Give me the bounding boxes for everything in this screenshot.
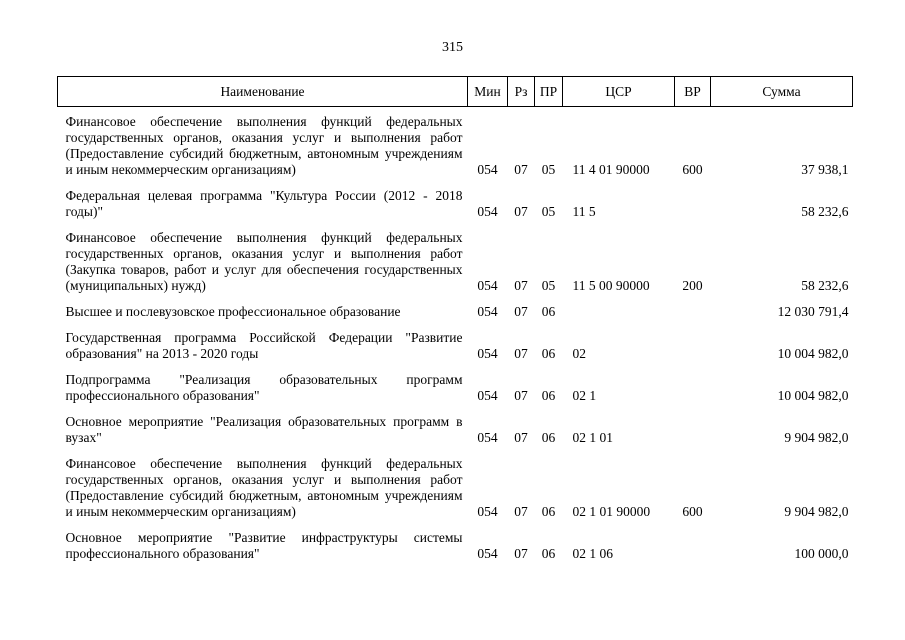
row-rz: 07 [514,430,528,445]
row-pr: 05 [541,278,556,293]
header-rz: Рз [508,77,535,107]
row-csr: 02 1 01 90000 [572,504,651,519]
row-vr [675,188,711,230]
row-pr: 05 [541,162,556,177]
row-vr [675,372,711,414]
table-row [58,530,853,572]
row-sum: 37 938,1 [801,162,849,177]
row-csr: 02 1 [572,388,597,403]
row-rz: 07 [514,546,528,561]
row-pr: 06 [541,346,556,361]
table-row [58,372,853,414]
row-min: 054 [477,162,498,177]
header-pr: ПР [535,77,563,107]
row-csr: 11 5 00 90000 [572,278,650,293]
row-vr [675,330,711,372]
table-row [58,330,853,372]
table-row [58,188,853,230]
table-row [58,230,853,304]
row-pr: 06 [541,546,556,561]
row-pr: 06 [541,304,556,319]
row-rz: 07 [514,504,528,519]
row-pr: 06 [541,388,556,403]
row-sum: 100 000,0 [794,546,849,561]
row-sum: 10 004 982,0 [777,346,849,361]
row-name: Финансовое обеспечение выполнения функций федеральных государственных органов, оказания услуг и выполнения работ (Закупка товаров, работ и услуг для обеспечения государственных (муниципальных) нужд) [65,230,463,293]
row-vr: 600 [682,162,703,177]
row-min: 054 [477,388,498,403]
row-name: Финансовое обеспечение выполнения функций федеральных государственных органов, оказания услуг и выполнения работ (Предоставление субсидий бюджетным, автономным учреждениям и иным некоммерческим организациям) [65,456,463,519]
table-row [58,107,853,189]
row-vr [675,530,711,572]
row-csr: 02 [572,346,586,361]
row-rz: 07 [514,278,528,293]
row-name: Государственная программа Российской Федерации "Развитие образования" на 2013 - 2020 годы [65,330,463,361]
row-min: 054 [477,346,498,361]
row-name: Подпрограмма "Реализация образовательных программ профессионального образования" [65,372,463,403]
table-row [58,304,853,330]
row-rz: 07 [514,346,528,361]
row-csr: 02 1 06 [572,546,613,561]
row-pr: 06 [541,430,556,445]
row-min: 054 [477,430,498,445]
row-csr [563,304,675,330]
row-rz: 07 [514,162,528,177]
header-sum: Сумма [711,77,853,107]
row-name: Основное мероприятие "Развитие инфраструктуры системы профессионального образования" [65,530,463,561]
row-name: Финансовое обеспечение выполнения функций федеральных государственных органов, оказания услуг и выполнения работ (Предоставление субсидий бюджетным, автономным учреждениям и иным некоммерческим организациям) [65,114,463,177]
table-row [58,414,853,456]
page-number: 315 [442,40,463,55]
header-min: Мин [468,77,508,107]
row-min: 054 [477,504,498,519]
row-name: Высшее и послевузовское профессиональное образование [65,304,401,319]
row-sum: 58 232,6 [801,278,849,293]
row-name: Федеральная целевая программа "Культура России (2012 - 2018 годы)" [65,188,463,219]
row-csr: 02 1 01 [572,430,613,445]
row-vr [675,304,711,330]
row-name: Основное мероприятие "Реализация образовательных программ в вузах" [65,414,463,445]
row-min: 054 [477,204,498,219]
row-min: 054 [477,278,498,293]
table-row [58,456,853,530]
row-vr: 600 [682,504,703,519]
row-sum: 9 904 982,0 [784,430,849,445]
row-csr: 11 4 01 90000 [572,162,650,177]
row-sum: 12 030 791,4 [777,304,849,319]
row-rz: 07 [514,304,528,319]
row-sum: 58 232,6 [801,204,849,219]
row-min: 054 [477,546,498,561]
row-rz: 07 [514,204,528,219]
table-header-row [58,77,853,107]
row-csr: 11 5 [572,204,596,219]
row-sum: 9 904 982,0 [784,504,849,519]
row-min: 054 [477,304,498,319]
row-vr [675,414,711,456]
row-pr: 05 [541,204,556,219]
header-csr: ЦСР [563,77,675,107]
row-sum: 10 004 982,0 [777,388,849,403]
row-vr: 200 [682,278,703,293]
header-name: Наименование [58,77,468,107]
row-pr: 06 [541,504,556,519]
row-rz: 07 [514,388,528,403]
budget-table [57,76,853,572]
header-vr: ВР [675,77,711,107]
